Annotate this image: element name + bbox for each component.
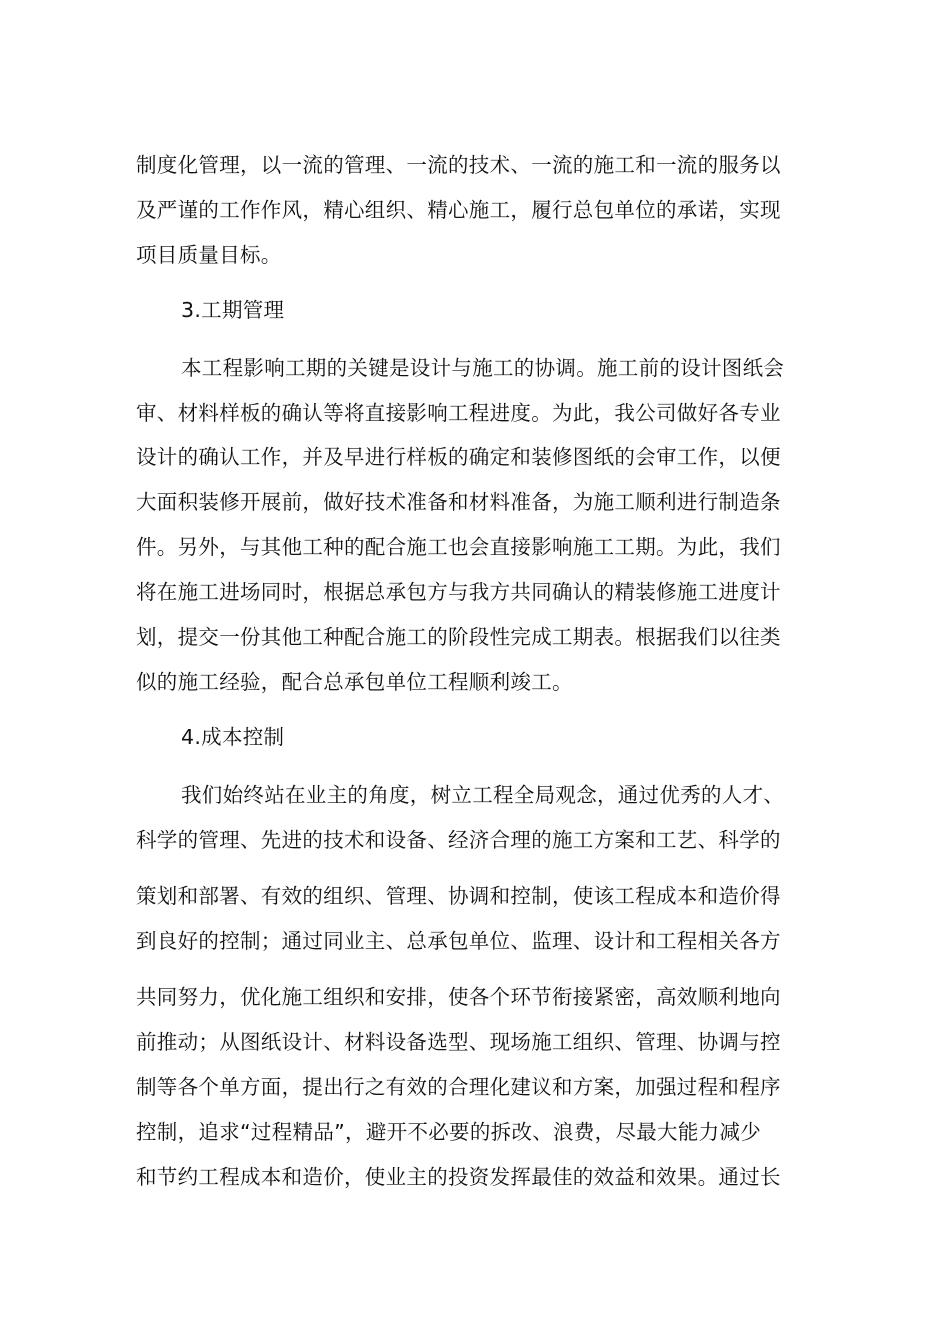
paragraph-line: 似的施工经验，配合总承包单位工程顺利竣工。 — [136, 670, 573, 694]
paragraph-line: 项目质量目标。 — [136, 243, 282, 267]
section-heading: 3.工期管理 — [181, 298, 285, 322]
paragraph-line: 将在施工进场同时，根据总承包方与我方共同确认的精装修施工进度计 — [136, 580, 781, 604]
paragraph-line: 划，提交一份其他工种配合施工的阶段性完成工期表。根据我们以往类 — [136, 625, 781, 649]
paragraph-line: 件。另外，与其他工种的配合施工也会直接影响施工工期。为此，我们 — [136, 535, 781, 559]
paragraph-line: 本工程影响工期的关键是设计与施工的协调。施工前的设计图纸会 — [181, 356, 785, 380]
paragraph-line: 控制，追求“过程精品”，避开不必要的拆改、浪费，尽最大能力减少 — [136, 1120, 762, 1144]
paragraph-line: 我们始终站在业主的角度，树立工程全局观念，通过优秀的人才、 — [181, 783, 785, 807]
paragraph-line: 科学的管理、先进的技术和设备、经济合理的施工方案和工艺、科学的 — [136, 828, 781, 852]
paragraph-line: 大面积装修开展前，做好技术准备和材料准备，为施工顺利进行制造条 — [136, 490, 781, 514]
paragraph-line: 制度化管理，以一流的管理、一流的技术、一流的施工和一流的服务以 — [136, 153, 781, 177]
paragraph-line: 制等各个单方面，提出行之有效的合理化建议和方案，加强过程和程序 — [136, 1075, 781, 1099]
paragraph-line: 设计的确认工作，并及早进行样板的确定和装修图纸的会审工作，以便 — [136, 445, 781, 469]
paragraph-line: 及严谨的工作作风，精心组织、精心施工，履行总包单位的承诺，实现 — [136, 198, 781, 222]
section-heading: 4.成本控制 — [181, 725, 285, 749]
paragraph-line: 共同努力，优化施工组织和安排，使各个环节衔接紧密，高效顺利地向 — [136, 985, 781, 1009]
paragraph-line: 和节约工程成本和造价，使业主的投资发挥最佳的效益和效果。通过长 — [136, 1165, 781, 1189]
paragraph-line: 前推动；从图纸设计、材料设备选型、现场施工组织、管理、协调与控 — [136, 1030, 781, 1054]
paragraph-line: 到良好的控制；通过同业主、总承包单位、监理、设计和工程相关各方 — [136, 929, 781, 953]
paragraph-line: 策划和部署、有效的组织、管理、协调和控制，使该工程成本和造价得 — [136, 884, 781, 908]
paragraph-line: 审、材料样板的确认等将直接影响工程进度。为此，我公司做好各专业 — [136, 401, 781, 425]
